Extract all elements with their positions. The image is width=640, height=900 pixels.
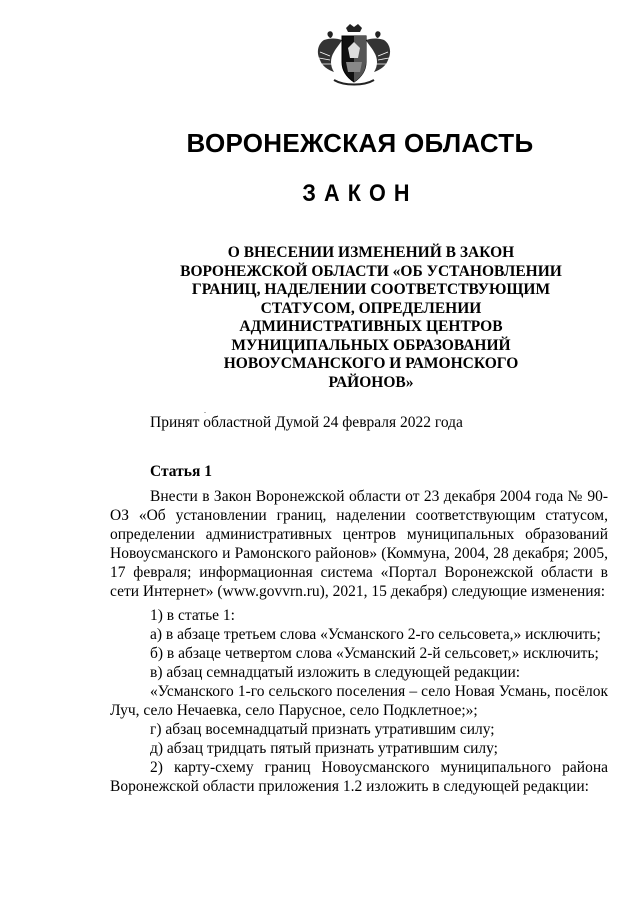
article-intro: [110, 487, 608, 601]
coat-of-arms-icon: [310, 22, 398, 88]
list-item: «Усманского 1-го сельского поселения – село Новая Усмань, посёлок Луч, село Нечаевка, село Парусное, село Подклетное;»;: [110, 683, 608, 719]
list-item: 1) в статье 1:: [150, 607, 235, 624]
coat-of-arms-emblem: [310, 22, 398, 88]
list-item: г) абзац восемнадцатый признать утратившим силу;: [150, 721, 495, 738]
region-title: ВОРОНЕЖСКАЯ ОБЛАСТЬ: [186, 128, 534, 158]
article-heading: Статья 1: [150, 463, 212, 480]
changes-list: [110, 606, 608, 796]
adoption-date-line: Принят областной Думой 24 февраля 2022 года: [150, 414, 463, 431]
law-title: О ВНЕСЕНИИ ИЗМЕНЕНИЙ В ЗАКОН ВОРОНЕЖСКОЙ ОБЛАСТИ «ОБ УСТАНОВЛЕНИИ ГРАНИЦ, НАДЕЛЕНИИ СООТВЕТСТВУЮЩИМ СТАТУСОМ, ОПРЕДЕЛЕНИИ АДМИНИСТРАТИВНЫХ ЦЕНТРОВ МУНИЦИПАЛЬНЫХ ОБРАЗОВАНИЙ НОВОУСМАНСКОГО И РАМОНСКОГО РАЙОНОВ»: [180, 244, 562, 391]
scan-mark: .: [204, 406, 206, 415]
list-item: б) в абзаце четвертом слова «Усманский 2-й сельсовет,» исключить;: [150, 645, 599, 662]
document-type: ЗАКОН: [302, 180, 418, 207]
list-item: 2) карту-схему границ Новоусманского муниципального района Воронежской области приложения 1.2 изложить в следующей редакции:: [110, 759, 608, 795]
list-item: в) абзац семнадцатый изложить в следующей редакции:: [150, 664, 521, 681]
article-intro-paragraph: Внести в Закон Воронежской области от 23 декабря 2004 года № 90-ОЗ «Об установлении границ, наделении соответствующим статусом, определении административных центров муниципальных образований Новоусманского и Рамонского районов» (Коммуна, 2004, 28 декабря; 2005, 17 февраля; информационная система «Портал Воронежской области в сети Интернет» (www.govvrn.ru), 2021, 15 декабря) следующие изменения:: [110, 488, 608, 600]
list-item: а) в абзаце третьем слова «Усманского 2-го сельсовета,» исключить;: [150, 626, 601, 643]
list-item: д) абзац тридцать пятый признать утратившим силу;: [150, 740, 498, 757]
